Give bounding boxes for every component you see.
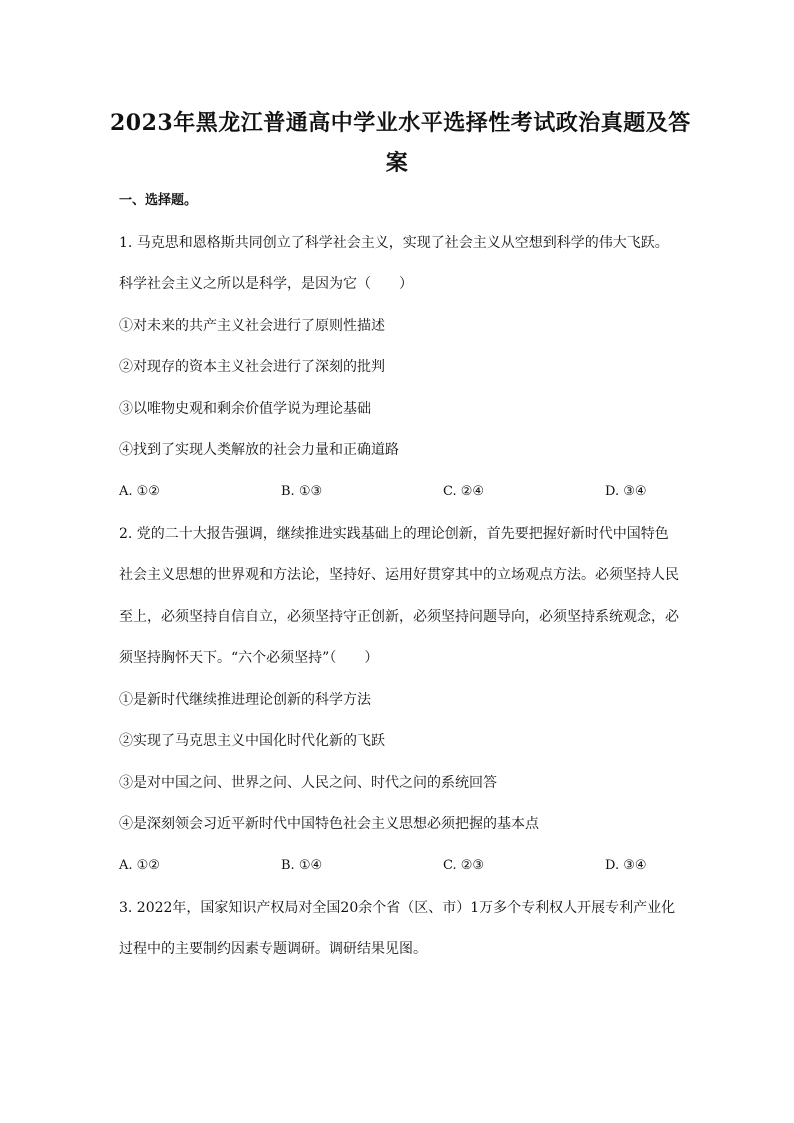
q1-option-a: A. ①② [119,484,160,499]
q2-statement-1: ①是新时代继续推进理论创新的科学方法 [119,692,371,708]
q2-statement-4: ④是深刻领会习近平新时代中国特色社会主义思想必须把握的基本点 [119,816,539,832]
q1-option-b: B. ①③ [281,484,323,499]
q1-stem-line1: 1. 马克思和恩格斯共同创立了科学社会主义，实现了社会主义从空想到科学的伟大飞跃。 [119,235,669,251]
q1-stem-line2: 科学社会主义之所以是科学，是因为它（ ） [119,276,413,292]
q2-stem-line3: 至上，必须坚持自信自立，必须坚持守正创新，必须坚持问题导向，必须坚持系统观念，必 [119,609,679,625]
q2-option-b: B. ①④ [281,858,323,873]
document-title-line1: 2023年黑龙江普通高中学业水平选择性考试政治真题及答 [110,110,691,136]
q3-stem-line1: 3. 2022年，国家知识产权局对全国20余个省（区、市）1万多个专利权人开展专利产业化 [119,900,676,916]
q2-stem-line1: 2. 党的二十大报告强调，继续推进实践基础上的理论创新，首先要把握好新时代中国特色 [119,526,669,542]
q2-option-a: A. ①② [119,858,160,873]
q1-option-c: C. ②④ [443,484,485,499]
q1-statement-4: ④找到了实现人类解放的社会力量和正确道路 [119,442,399,458]
section-heading: 一、选择题。 [119,193,198,208]
q1-statement-3: ③以唯物史观和剩余价值学说为理论基础 [119,401,371,417]
q2-statement-3: ③是对中国之问、世界之问、人民之问、时代之问的系统回答 [119,775,497,791]
q2-stem-line4: 须坚持胸怀天下。“六个必须坚持”（ ） [119,650,379,666]
q1-statement-1: ①对未来的共产主义社会进行了原则性描述 [119,318,385,334]
q1-statement-2: ②对现存的资本主义社会进行了深刻的批判 [119,359,385,375]
q3-stem-line2: 过程中的主要制约因素专题调研。调研结果见图。 [119,941,427,957]
document-title-line2: 案 [385,150,409,176]
q2-statement-2: ②实现了马克思主义中国化时代化新的飞跃 [119,733,385,749]
q1-option-d: D. ③④ [605,484,647,499]
q2-option-c: C. ②③ [443,858,485,873]
q2-stem-line2: 社会主义思想的世界观和方法论，坚持好、运用好贯穿其中的立场观点方法。必须坚持人民 [119,567,679,583]
q2-option-d: D. ③④ [605,858,647,873]
